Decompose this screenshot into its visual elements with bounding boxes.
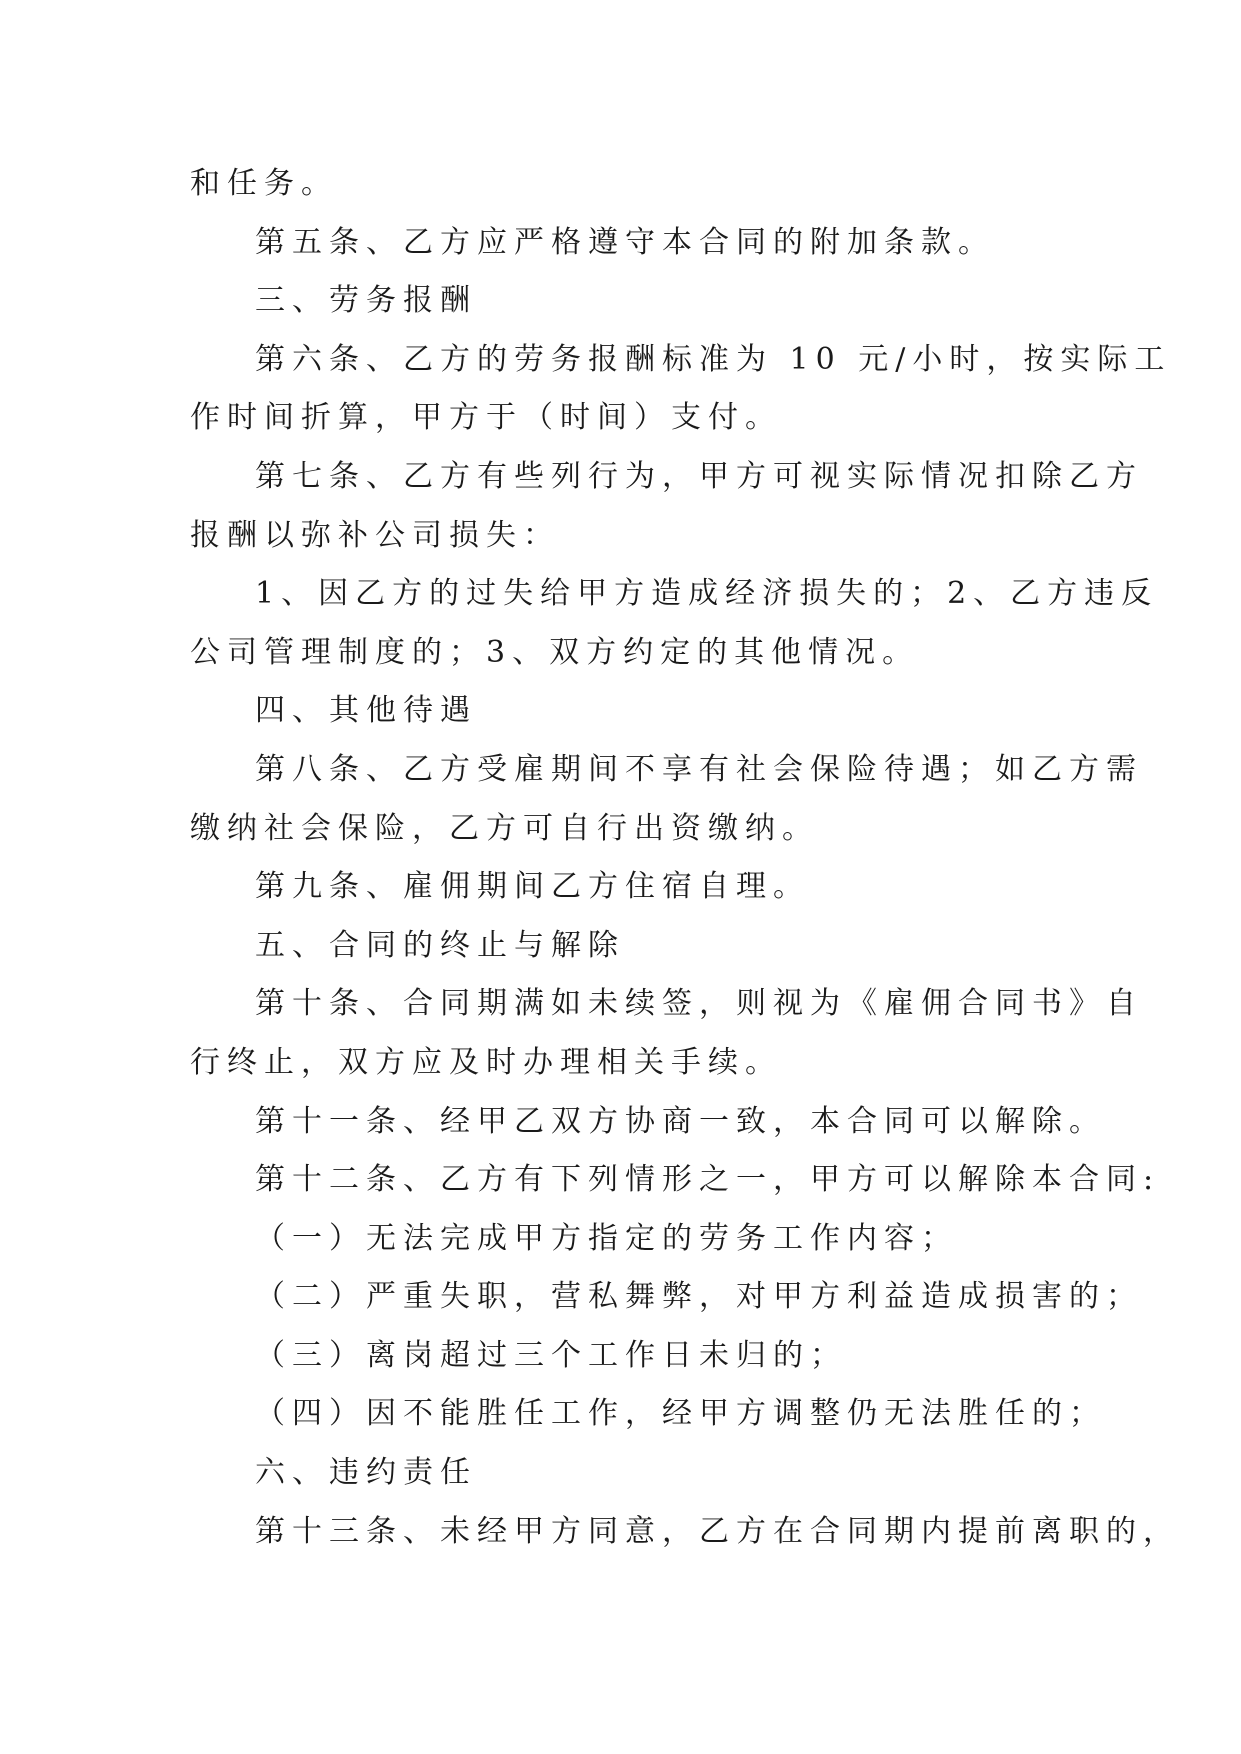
article-7: 第七条、乙方有些列行为，甲方可视实际情况扣除乙方 [255, 458, 1143, 494]
section-heading-liability: 六、违约责任 [255, 1455, 477, 1491]
section-heading-remuneration: 三、劳务报酬 [255, 283, 477, 319]
article-6: 第六条、乙方的劳务报酬标准为 10 元/小时，按实际工 [255, 341, 1172, 377]
article-9: 第九条、雇佣期间乙方住宿自理。 [255, 869, 810, 905]
list-item: （一）无法完成甲方指定的劳务工作内容； [255, 1220, 958, 1256]
article-10: 第十条、合同期满如未续签，则视为《雇佣合同书》自 [255, 986, 1143, 1022]
text-line: 作时间折算，甲方于（时间）支付。 [190, 400, 782, 436]
article-5: 第五条、乙方应严格遵守本合同的附加条款。 [255, 224, 995, 260]
list-item: 1、因乙方的过失给甲方造成经济损失的；2、乙方违反 [255, 576, 1159, 612]
list-item: （四）因不能胜任工作，经甲方调整仍无法胜任的； [255, 1396, 1106, 1432]
article-11: 第十一条、经甲乙双方协商一致，本合同可以解除。 [255, 1103, 1106, 1139]
text-line: 缴纳社会保险，乙方可自行出资缴纳。 [190, 810, 819, 846]
list-item: （三）离岗超过三个工作日未归的； [255, 1337, 847, 1373]
text-line: 公司管理制度的；3、双方约定的其他情况。 [190, 634, 920, 670]
section-heading-other-benefits: 四、其他待遇 [255, 693, 477, 729]
list-item: （二）严重失职，营私舞弊，对甲方利益造成损害的； [255, 1279, 1143, 1315]
section-heading-termination: 五、合同的终止与解除 [255, 927, 625, 963]
article-12: 第十二条、乙方有下列情形之一，甲方可以解除本合同: [255, 1162, 1161, 1198]
text-line: 和任务。 [190, 166, 338, 201]
article-8: 第八条、乙方受雇期间不享有社会保险待遇；如乙方需 [255, 751, 1143, 787]
document-page [190, 155, 1180, 1561]
text-line: 报酬以弥补公司损失： [190, 517, 560, 553]
article-13: 第十三条、未经甲方同意，乙方在合同期内提前离职的， [255, 1513, 1180, 1549]
text-line: 行终止，双方应及时办理相关手续。 [190, 1044, 782, 1080]
